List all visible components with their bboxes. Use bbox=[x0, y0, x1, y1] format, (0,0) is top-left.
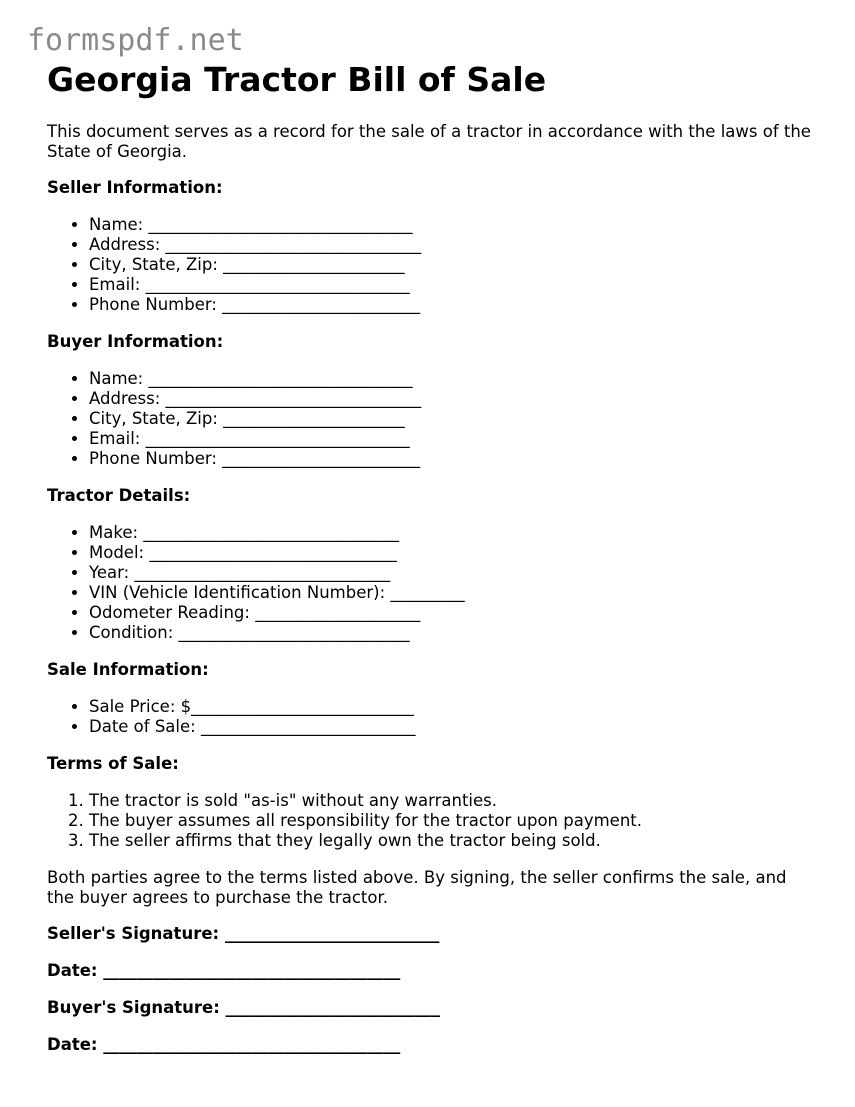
buyer-date-line: Date: ____________________________________ bbox=[47, 1035, 401, 1054]
document-body bbox=[47, 60, 817, 1072]
buyer-phone-field: • Phone Number: ________________________ bbox=[89, 449, 817, 469]
seller-city-state-zip-field: • City, State, Zip: ______________________ bbox=[89, 255, 817, 275]
tractor-odometer-field: • Odometer Reading: ____________________ bbox=[89, 603, 817, 623]
buyer-section-heading: Buyer Information: bbox=[47, 332, 224, 351]
buyer-fields-list bbox=[47, 369, 817, 469]
sale-section-heading: Sale Information: bbox=[47, 660, 209, 679]
sale-date-field: • Date of Sale: __________________________ bbox=[89, 717, 817, 737]
seller-email-field: • Email: ________________________________ bbox=[89, 275, 817, 295]
watermark-logo: formspdf.net bbox=[27, 23, 244, 58]
terms-section-heading: Terms of Sale: bbox=[47, 754, 179, 773]
sale-fields-list bbox=[47, 697, 817, 737]
tractor-fields-list bbox=[47, 523, 817, 643]
seller-phone-field: • Phone Number: ________________________ bbox=[89, 295, 817, 315]
terms-item: 2. The buyer assumes all responsibility for the tractor upon payment. bbox=[89, 811, 817, 831]
buyer-address-field: • Address: _______________________________ bbox=[89, 389, 817, 409]
buyer-city-state-zip-field: • City, State, Zip: ______________________ bbox=[89, 409, 817, 429]
tractor-model-field: • Model: ______________________________ bbox=[89, 543, 817, 563]
tractor-section-heading: Tractor Details: bbox=[47, 486, 191, 505]
tractor-make-field: • Make: _______________________________ bbox=[89, 523, 817, 543]
seller-date-line: Date: ____________________________________ bbox=[47, 961, 401, 980]
buyer-name-field: • Name: ________________________________ bbox=[89, 369, 817, 389]
tractor-vin-field: • VIN (Vehicle Identification Number): _________ bbox=[89, 583, 817, 603]
buyer-email-field: • Email: ________________________________ bbox=[89, 429, 817, 449]
seller-address-field: • Address: _______________________________ bbox=[89, 235, 817, 255]
sale-price-field: • Sale Price: $___________________________ bbox=[89, 697, 817, 717]
tractor-year-field: • Year: _______________________________ bbox=[89, 563, 817, 583]
intro-paragraph: This document serves as a record for the sale of a tractor in accordance with the laws of the State of Georgia. bbox=[47, 122, 811, 161]
seller-signature-line: Seller's Signature: __________________________ bbox=[47, 924, 440, 943]
page-title: Georgia Tractor Bill of Sale bbox=[47, 60, 547, 99]
tractor-condition-field: • Condition: ____________________________ bbox=[89, 623, 817, 643]
terms-list bbox=[47, 791, 817, 851]
terms-item: 1. The tractor is sold "as-is" without any warranties. bbox=[89, 791, 817, 811]
seller-section-heading: Seller Information: bbox=[47, 178, 223, 197]
terms-item: 3. The seller affirms that they legally own the tractor being sold. bbox=[89, 831, 817, 851]
seller-name-field: • Name: ________________________________ bbox=[89, 215, 817, 235]
agreement-paragraph: Both parties agree to the terms listed above. By signing, the seller confirms the sale, and the buyer agrees to purchase the tractor. bbox=[47, 868, 787, 907]
seller-fields-list bbox=[47, 215, 817, 315]
buyer-signature-line: Buyer's Signature: __________________________ bbox=[47, 998, 441, 1017]
